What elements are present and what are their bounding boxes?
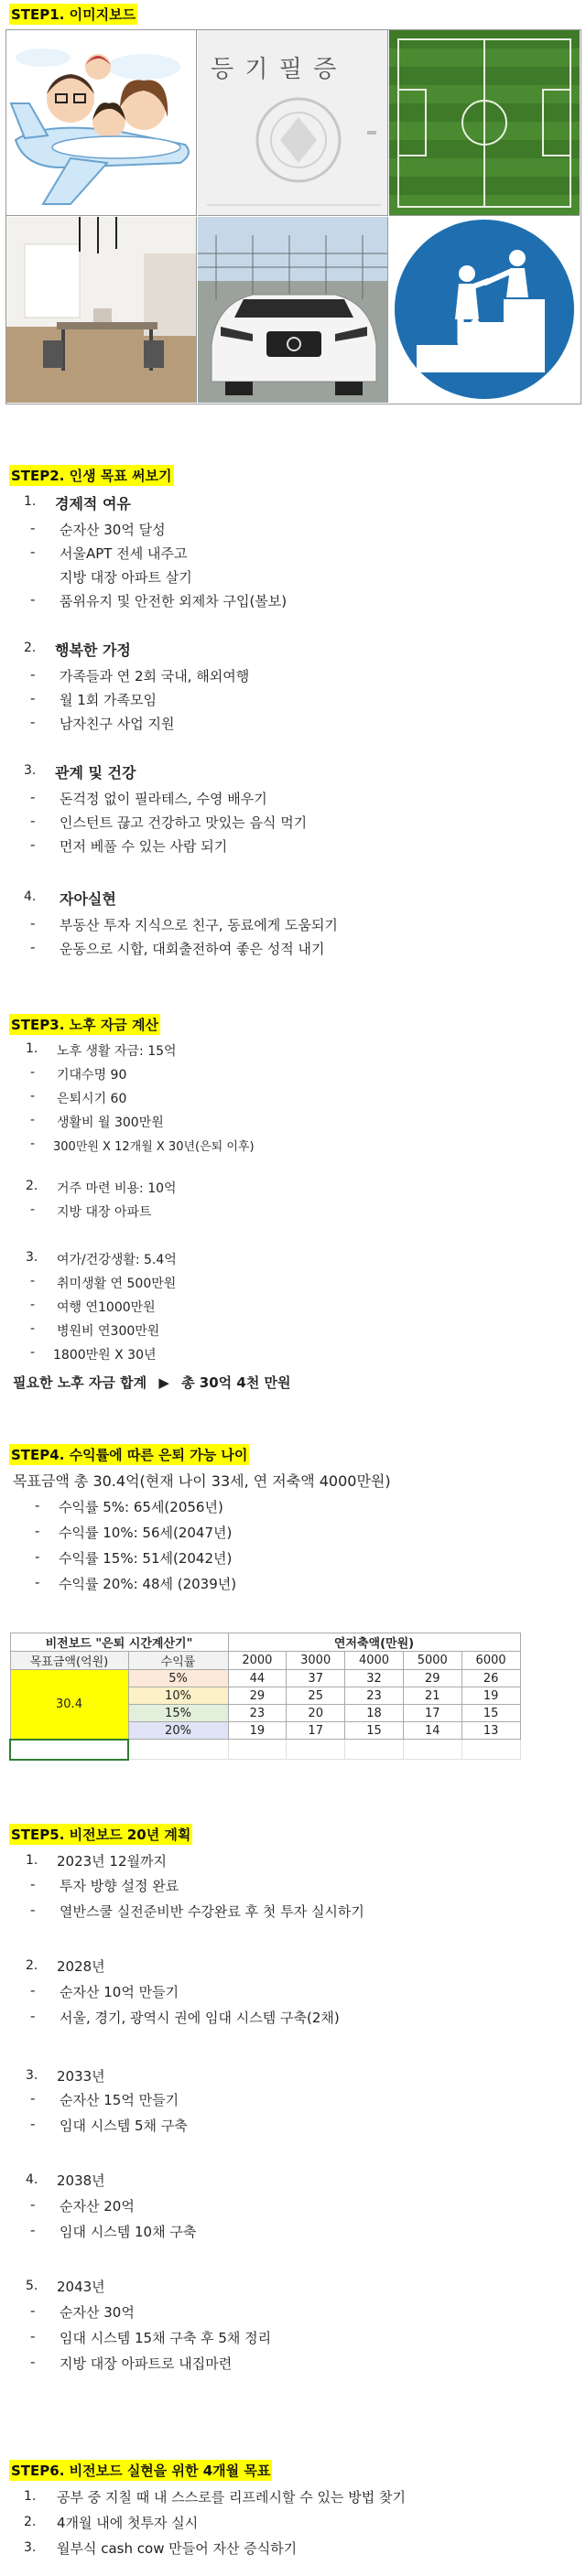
- table-title: 비전보드 "은퇴 시간계산기": [10, 1633, 228, 1652]
- age-cell: 20: [287, 1705, 345, 1722]
- list-dash: -: [35, 1548, 40, 1565]
- age-cell: 15: [461, 1705, 520, 1722]
- total-fund-value: 총 30억 4천 만원: [181, 1374, 291, 1391]
- list-dash: -: [30, 1876, 36, 1892]
- step1-title: STEP1. 이미지보드: [9, 4, 137, 25]
- age-cell: 29: [228, 1687, 287, 1705]
- list-dash: -: [30, 836, 36, 853]
- list-item: 순자산 20억: [60, 2198, 135, 2215]
- list-item: 서울, 경기, 광역시 권에 임대 시스템 구축(2채): [60, 2010, 340, 2026]
- image-board: [5, 29, 581, 404]
- savings-col: 6000: [461, 1652, 520, 1670]
- list-dash: -: [30, 1113, 36, 1127]
- target-value-cell: 30.4: [10, 1670, 128, 1740]
- calc-number: 1.: [26, 1041, 38, 1056]
- calc-heading: 거주 마련 비용: 10억: [57, 1181, 177, 1196]
- goal-section-number: 2.: [24, 641, 37, 655]
- plan-number: 5.: [26, 2279, 38, 2293]
- age-cell: 13: [461, 1722, 520, 1740]
- list-item: 수익률 10%: 56세(2047년): [59, 1525, 233, 1541]
- target-header: 목표금액(억원): [10, 1652, 128, 1670]
- list-dash: -: [35, 1497, 40, 1514]
- empty-cell: [287, 1740, 345, 1760]
- age-cell: 44: [228, 1670, 287, 1687]
- list-dash: -: [30, 1298, 36, 1312]
- list-item: 임대 시스템 15채 구축 후 5채 정리: [60, 2330, 272, 2346]
- calc-heading: 노후 생활 자금: 15억: [57, 1044, 177, 1059]
- total-fund-label: 필요한 노후 자금 합계: [13, 1374, 147, 1391]
- plan-year: 2023년 12월까지: [57, 1853, 167, 1870]
- goal-section-heading: 행복한 가정: [55, 641, 131, 659]
- selected-cell[interactable]: [10, 1740, 128, 1760]
- list-dash: -: [30, 813, 36, 829]
- list-dash: -: [30, 520, 36, 536]
- list-item: 월 1회 가족모임: [60, 692, 157, 708]
- empty-cell: [461, 1740, 520, 1760]
- goal-section-number: 3.: [24, 763, 37, 778]
- list-dash: -: [30, 1065, 36, 1080]
- list-item: 수익률 20%: 48세 (2039년): [59, 1576, 237, 1592]
- list-item: 1800만원 X 30년: [53, 1348, 157, 1363]
- list-item: 투자 방향 설정 완료: [60, 1878, 179, 1894]
- list-item: 은퇴시기 60: [57, 1092, 127, 1106]
- list-item: 여행 연1000만원: [57, 1300, 156, 1315]
- list-item: 순자산 15억 만들기: [60, 2092, 179, 2108]
- list-dash: -: [30, 690, 36, 706]
- total-fund-row: [13, 1373, 291, 1392]
- age-cell: 37: [287, 1670, 345, 1687]
- list-item: 취미생활 연 500만원: [57, 1277, 177, 1291]
- step4-title: STEP4. 수익률에 따른 은퇴 가능 나이: [9, 1444, 249, 1465]
- empty-cell: [403, 1740, 461, 1760]
- list-dash: -: [30, 2354, 36, 2370]
- plan-number: 1.: [26, 1853, 38, 1868]
- step6-title: STEP6. 비전보드 실현을 위한 4개월 목표: [9, 2460, 272, 2481]
- list-item: 임대 시스템 10채 구축: [60, 2224, 197, 2240]
- age-cell: 14: [403, 1722, 461, 1740]
- age-cell: 17: [403, 1705, 461, 1722]
- list-dash: -: [35, 1523, 40, 1539]
- target-intro: 목표금액 총 30.4억(현재 나이 33세, 연 저축액 4000만원): [13, 1472, 391, 1490]
- list-item: 수익률 5%: 65세(2056년): [59, 1499, 223, 1515]
- list-dash: -: [35, 1574, 40, 1590]
- list-item: 지방 대장 아파트 살기: [60, 569, 192, 586]
- list-dash: -: [30, 2196, 36, 2213]
- age-cell: 18: [345, 1705, 404, 1722]
- step3-title: STEP3. 노후 자금 계산: [9, 1014, 160, 1035]
- goal-number: 2.: [24, 2515, 37, 2529]
- age-cell: 23: [345, 1687, 404, 1705]
- list-item: 임대 시스템 5채 구축: [60, 2118, 188, 2134]
- goal-section-number: 1.: [24, 494, 37, 509]
- list-dash: -: [30, 1202, 36, 1217]
- list-item: 지방 대장 아파트로 내집마련: [60, 2355, 233, 2372]
- plan-number: 2.: [26, 1958, 38, 1973]
- age-cell: 26: [461, 1670, 520, 1687]
- list-dash: -: [30, 591, 36, 608]
- goal-number: 3.: [24, 2540, 37, 2555]
- retirement-calculator-table: [9, 1633, 521, 1761]
- list-item: 순자산 30억 달성: [60, 522, 166, 538]
- list-dash: -: [30, 1274, 36, 1288]
- age-cell: 25: [287, 1687, 345, 1705]
- list-item: 월부식 cash cow 만들어 자산 증식하기: [57, 2540, 298, 2557]
- empty-cell: [228, 1740, 287, 1760]
- list-item: 먼저 베풀 수 있는 사람 되기: [60, 838, 228, 855]
- list-item: 서울APT 전세 내주고: [60, 545, 188, 562]
- rate-cell: 10%: [128, 1687, 228, 1705]
- list-item: 순자산 30억: [60, 2304, 135, 2321]
- age-cell: 19: [228, 1722, 287, 1740]
- savings-header: 연저축액(만원): [228, 1633, 520, 1652]
- family-airplane-image: [6, 30, 197, 216]
- rate-header: 수익률: [128, 1652, 228, 1670]
- age-cell: 23: [228, 1705, 287, 1722]
- list-dash: -: [30, 666, 36, 683]
- step5-title: STEP5. 비전보드 20년 계획: [9, 1824, 192, 1845]
- plan-number: 4.: [26, 2172, 38, 2187]
- rate-cell: 20%: [128, 1722, 228, 1740]
- list-item: 부동산 투자 지식으로 친구, 동료에게 도움되기: [60, 917, 338, 933]
- list-item: 생활비 월 300만원: [57, 1116, 164, 1130]
- age-cell: 19: [461, 1687, 520, 1705]
- goal-section-number: 4.: [24, 889, 37, 904]
- rate-cell: 5%: [128, 1670, 228, 1687]
- list-item: 순자산 10억 만들기: [60, 1984, 179, 2000]
- list-item: 기대수명 90: [57, 1068, 127, 1083]
- list-dash: -: [30, 789, 36, 805]
- list-item: 남자친구 사업 지원: [60, 716, 175, 732]
- list-item: 300만원 X 12개월 X 30년(은퇴 이후): [53, 1140, 255, 1154]
- savings-col: 4000: [345, 1652, 404, 1670]
- list-item: 4개월 내에 첫투자 실시: [57, 2515, 199, 2531]
- list-dash: -: [30, 1137, 36, 1151]
- list-dash: -: [30, 2222, 36, 2238]
- list-item: 돈걱정 없이 필라테스, 수영 배우기: [60, 791, 267, 807]
- age-cell: 32: [345, 1670, 404, 1687]
- list-item: 운동으로 시합, 대회출전하여 좋은 성적 내기: [60, 941, 325, 957]
- interior-image: [6, 217, 197, 403]
- rate-cell: 15%: [128, 1705, 228, 1722]
- savings-col: 3000: [287, 1652, 345, 1670]
- goal-section-heading: 관계 및 건강: [55, 764, 136, 781]
- list-dash: -: [30, 1321, 36, 1336]
- goal-number: 1.: [24, 2489, 37, 2504]
- car-image: [198, 217, 388, 403]
- calc-number: 3.: [26, 1250, 38, 1265]
- plan-number: 3.: [26, 2068, 38, 2083]
- list-dash: -: [30, 714, 36, 730]
- list-item: 수익률 15%: 51세(2042년): [59, 1550, 233, 1567]
- empty-cell: [345, 1740, 404, 1760]
- list-item: 인스턴트 끊고 건강하고 맛있는 음식 먹기: [60, 814, 308, 831]
- list-item: 열반스쿨 실전준비반 수강완료 후 첫 투자 실시하기: [60, 1903, 364, 1920]
- list-dash: -: [30, 1902, 36, 1918]
- list-dash: -: [30, 2008, 36, 2024]
- plan-year: 2028년: [57, 1958, 105, 1975]
- soccer-field-image: [389, 30, 580, 216]
- age-cell: 21: [403, 1687, 461, 1705]
- savings-col: 2000: [228, 1652, 287, 1670]
- list-dash: -: [30, 2302, 36, 2319]
- list-dash: -: [30, 915, 36, 932]
- savings-col: 5000: [403, 1652, 461, 1670]
- plan-year: 2038년: [57, 2172, 105, 2189]
- step2-title: STEP2. 인생 목표 써보기: [9, 465, 174, 486]
- goal-section-heading: 경제적 여유: [55, 495, 131, 512]
- age-cell: 15: [345, 1722, 404, 1740]
- list-dash: -: [30, 544, 36, 560]
- certificate-title: 등 기 필 증: [211, 56, 339, 83]
- list-item: 공부 중 지칠 때 내 스스로를 리프레시할 수 있는 방법 찾기: [57, 2489, 406, 2506]
- list-dash: -: [30, 939, 36, 955]
- calc-heading: 여가/건강생활: 5.4억: [57, 1253, 177, 1267]
- list-item: 가족들과 연 2회 국내, 해외여행: [60, 668, 250, 684]
- climbing-sign-image: [389, 217, 580, 403]
- list-item: 병원비 연300만원: [57, 1324, 160, 1339]
- list-dash: -: [30, 2328, 36, 2344]
- list-dash: -: [30, 2116, 36, 2132]
- list-item: 지방 대장 아파트: [57, 1205, 152, 1220]
- arrow-right-icon: ▶: [158, 1374, 169, 1391]
- age-cell: 17: [287, 1722, 345, 1740]
- list-dash: -: [30, 2090, 36, 2107]
- list-dash: -: [30, 1982, 36, 1999]
- certificate-image: [198, 30, 388, 216]
- goal-section-heading: 자아실현: [60, 890, 116, 908]
- list-dash: -: [30, 1345, 36, 1360]
- plan-year: 2043년: [57, 2279, 105, 2295]
- plan-year: 2033년: [57, 2068, 105, 2085]
- age-cell: 29: [403, 1670, 461, 1687]
- list-dash: -: [30, 1089, 36, 1104]
- empty-cell: [128, 1740, 228, 1760]
- calc-number: 2.: [26, 1179, 38, 1193]
- list-item: 품위유지 및 안전한 외제차 구입(볼보): [60, 593, 288, 609]
